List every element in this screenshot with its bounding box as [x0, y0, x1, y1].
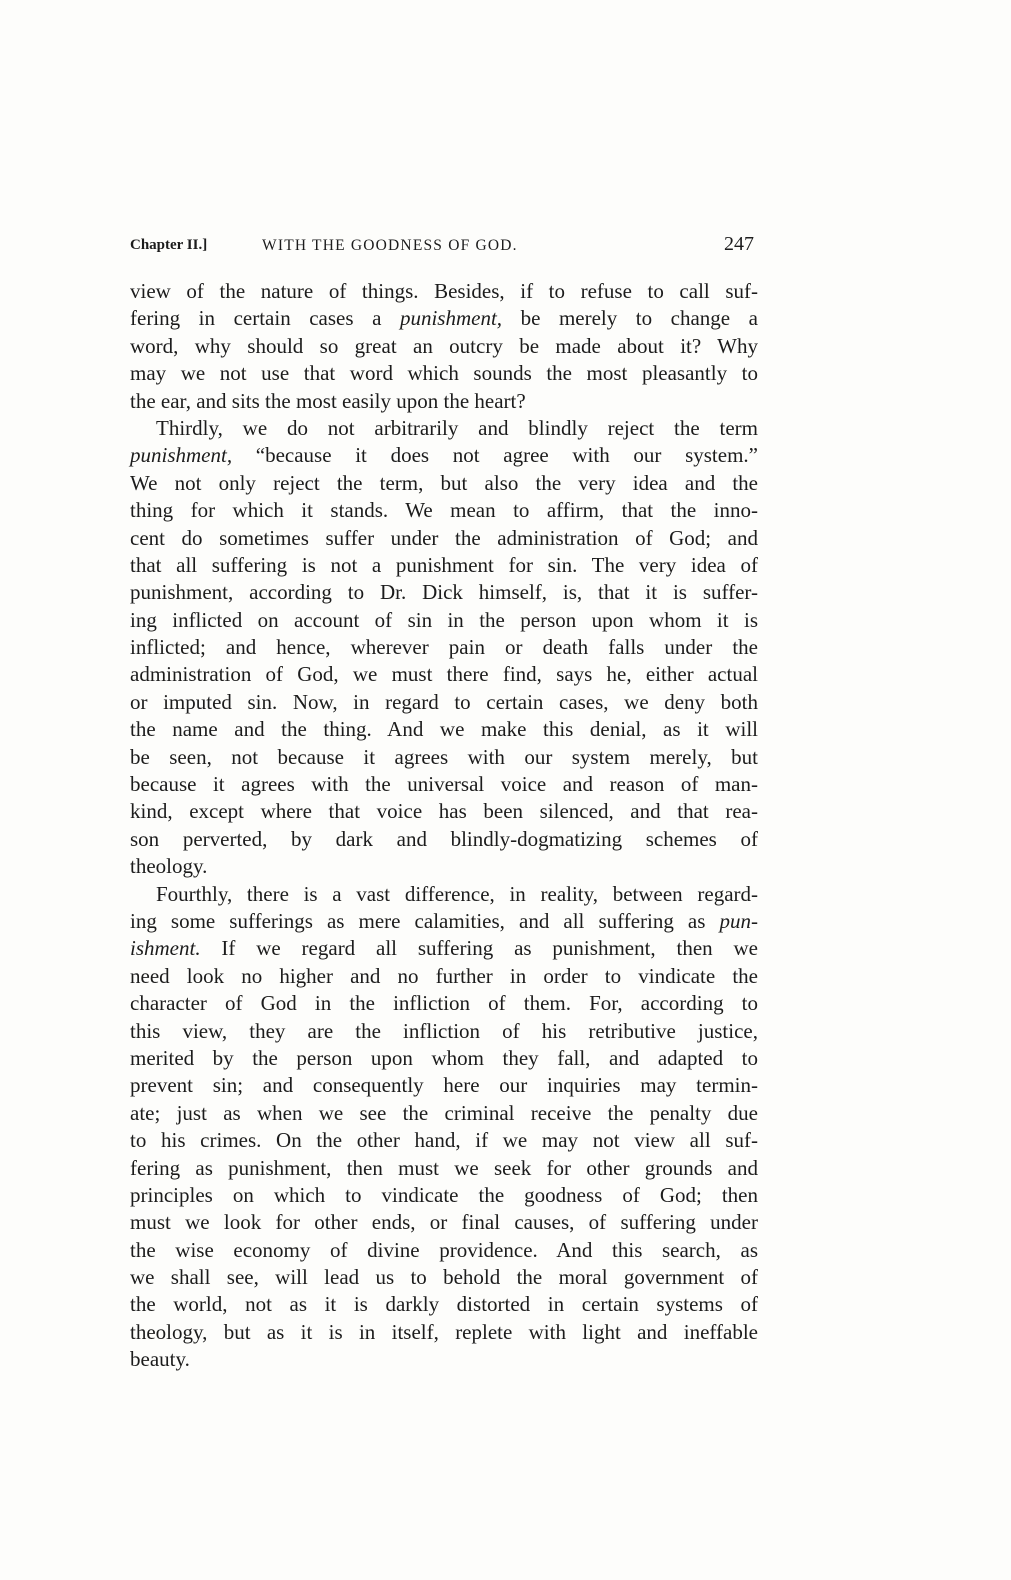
text-segment: the name and the thing. And we make this denial, as it will — [130, 717, 758, 742]
text-segment: the wise economy of divine providence. And this search, as — [130, 1237, 758, 1262]
text-segment: we shall see, will lead us to behold the moral government of — [130, 1265, 758, 1290]
text-line — [130, 497, 758, 524]
text-line — [130, 744, 758, 771]
text-segment: must we look for other ends, or final causes, of suffering under — [130, 1210, 758, 1235]
text-line — [130, 333, 758, 360]
text-segment: Fourthly, there is a vast difference, in reality, between regard- — [156, 881, 758, 906]
italic-text: pun- — [719, 908, 758, 933]
body-text — [130, 278, 758, 1374]
text-line — [130, 1018, 758, 1045]
text-segment: or imputed sin. Now, in regard to certain cases, we deny both — [130, 689, 758, 714]
text-segment: ing inflicted on account of sin in the person upon whom it is — [130, 607, 758, 632]
text-line — [130, 1072, 758, 1099]
text-segment: the world, not as it is darkly distorted in certain systems of — [130, 1292, 758, 1317]
text-segment: kind, except where that voice has been silenced, and that rea- — [130, 799, 758, 824]
text-segment: beauty. — [130, 1347, 190, 1372]
text-line — [130, 388, 758, 415]
text-segment: because it agrees with the universal voice and reason of man- — [130, 772, 758, 797]
text-segment: view of the nature of things. Besides, if to refuse to call suf- — [130, 279, 758, 303]
text-segment: to his crimes. On the other hand, if we may not view all suf- — [130, 1128, 758, 1153]
text-line — [130, 826, 758, 853]
text-line — [130, 1100, 758, 1127]
text-line — [130, 771, 758, 798]
text-line — [130, 525, 758, 552]
text-line — [130, 579, 758, 606]
text-line — [130, 442, 758, 469]
text-line — [130, 278, 758, 305]
text-line — [130, 908, 758, 935]
text-line — [130, 1319, 758, 1346]
text-line — [130, 990, 758, 1017]
text-segment: theology. — [130, 854, 208, 879]
text-segment: be merely to change a — [502, 306, 758, 331]
text-line — [130, 1045, 758, 1072]
text-line — [130, 634, 758, 661]
text-segment: that all suffering is not a punishment for sin. The very idea of — [130, 552, 758, 577]
text-segment: We not only reject the term, but also the very idea and the — [130, 470, 758, 495]
text-segment: need look no higher and no further in order to vindicate the — [130, 963, 758, 988]
italic-text: ishment. — [130, 936, 201, 961]
text-segment: punishment, according to Dr. Dick himself, is, that it is suffer- — [130, 580, 758, 605]
text-line — [130, 853, 758, 880]
running-header — [130, 233, 760, 263]
text-segment: Thirdly, we do not arbitrarily and blindly reject the term — [156, 415, 758, 440]
text-segment: may we not use that word which sounds the most pleasantly to — [130, 361, 758, 386]
text-line — [130, 1155, 758, 1182]
text-line — [130, 1182, 758, 1209]
text-line — [130, 716, 758, 743]
text-line — [130, 415, 758, 442]
text-segment: cent do sometimes suffer under the administration of God; and — [130, 525, 758, 550]
text-segment: son perverted, by dark and blindly-dogmatizing schemes of — [130, 826, 758, 851]
text-segment: fering as punishment, then must we seek for other grounds and — [130, 1155, 758, 1180]
text-line — [130, 305, 758, 332]
text-segment: principles on which to vindicate the goodness of God; then — [130, 1182, 758, 1207]
text-line — [130, 689, 758, 716]
text-segment: word, why should so great an outcry be made about it? Why — [130, 333, 758, 358]
text-line — [130, 1237, 758, 1264]
text-line — [130, 360, 758, 387]
text-segment: prevent sin; and consequently here our inquiries may termin- — [130, 1073, 758, 1098]
text-line — [130, 607, 758, 634]
text-segment: ing some sufferings as mere calamities, and all suffering as — [130, 908, 720, 933]
text-segment: the ear, and sits the most easily upon the heart? — [130, 388, 526, 413]
text-line — [130, 798, 758, 825]
italic-text: punishment, — [130, 443, 233, 468]
running-title: WITH THE GOODNESS OF GOD. — [262, 237, 518, 254]
text-segment: fering in certain cases a — [130, 306, 400, 331]
text-line — [130, 1291, 758, 1318]
text-line — [130, 963, 758, 990]
text-segment: merited by the person upon whom they fall, and adapted to — [130, 1045, 758, 1070]
text-line — [130, 1346, 758, 1373]
text-line — [130, 1264, 758, 1291]
text-line — [130, 661, 758, 688]
italic-text: punishment, — [399, 306, 503, 331]
text-segment: If we regard all suffering as punishment, then we — [200, 936, 758, 961]
text-segment: ate; just as when we see the criminal receive the penalty due — [130, 1100, 758, 1125]
text-line — [130, 470, 758, 497]
text-line — [130, 1209, 758, 1236]
text-segment: thing for which it stands. We mean to affirm, that the inno- — [130, 498, 758, 523]
text-segment: this view, they are the infliction of his retributive justice, — [130, 1018, 758, 1043]
text-segment: “because it does not agree with our system.” — [232, 443, 758, 468]
chapter-label: Chapter II.] — [130, 237, 208, 253]
text-segment: administration of God, we must there find, says he, either actual — [130, 662, 758, 687]
text-line — [130, 1127, 758, 1154]
text-segment: character of God in the infliction of them. For, according to — [130, 991, 758, 1016]
page-number: 247 — [724, 233, 754, 255]
text-segment: theology, but as it is in itself, replete with light and ineffable — [130, 1319, 758, 1344]
text-segment: inflicted; and hence, wherever pain or death falls under the — [130, 635, 758, 660]
text-line — [130, 881, 758, 908]
text-line — [130, 552, 758, 579]
text-segment: be seen, not because it agrees with our system merely, but — [130, 744, 758, 769]
text-line — [130, 935, 758, 962]
